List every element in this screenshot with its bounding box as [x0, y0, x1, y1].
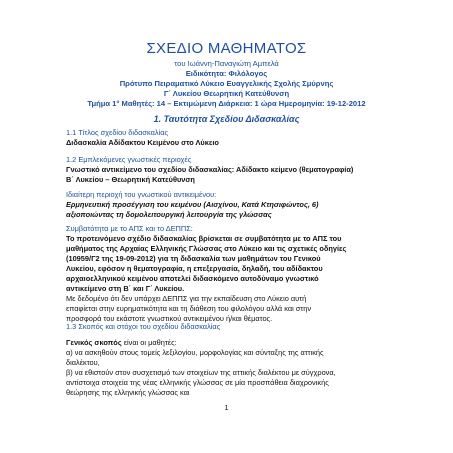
text-line: β) να εθιστούν στον συσχετισμό των στοιχείων της αττικής διαλέκτου με σύγχρονα,	[66, 368, 336, 377]
document-title: ΣΧΕΔΙΟ ΜΑΘΗΜΑΤΟΣ	[146, 40, 307, 57]
text-line: Λυκείου, εφόσον η θεματογραφία, η επεξεργασία, δηλαδή, του αδίδακτου	[66, 264, 323, 273]
text-line: α) να ασκηθούν στους τομείς λεξιλογίου, μορφολογίας και σύνταξης της αττικής	[66, 348, 324, 357]
class-info-line: Τμήμα 1° Μαθητές: 14 – Εκτιμώμενη Διάρκεια: 1 ώρα Ημερομηνία: 19-12-2012	[87, 99, 366, 108]
text-line: επαφίεται στην ευρηματικότητα και τη διάθεση του φιλολόγου αλλά και στην	[66, 304, 312, 313]
subsection-1-3	[66, 322, 388, 398]
text-line: αρχαιοελληνικού κειμένου αποτελεί διδασκόμενο αυτοδύναμο γνωστικό	[66, 274, 319, 283]
text-line: προσφορά του εκάστοτε γνωστικού αντικειμένου ή/και θέματος.	[66, 314, 273, 323]
subsection-1-1	[66, 128, 388, 148]
subject-line: Γνωστικό αντικείμενο του σχεδίου διδασκαλίας: Αδίδακτο κείμενο (θεματογραφία)	[66, 165, 354, 174]
focus-line-2: αξιοποιώντας τη δομολειτουργική λειτουργία της γλώσσας	[66, 210, 272, 219]
compatibility-heading: Συμβατότητα με το ΑΠΣ και το ΔΕΠΠΣ:	[66, 224, 193, 233]
text-line: θεώρησης της ελληνικής γλώσσας και	[66, 388, 190, 397]
compatibility-section	[66, 224, 388, 324]
text-line: (10959/Γ2 της 19-09-2012) για τη διδασκαλία των μαθημάτων του Γενικού	[66, 254, 321, 263]
subsection-heading: 1.1 Τίτλος σχεδίου διδασκαλίας	[66, 128, 169, 137]
goal-intro	[66, 338, 388, 348]
text-line: διαλέκτου,	[66, 358, 100, 367]
subsection-heading: 1.3 Σκοπός και στόχοι του σχεδίου διδασκαλίας	[66, 322, 221, 331]
subject-line-2: Β΄ Λυκείου – Θεωρητική Κατεύθυνση	[66, 175, 195, 184]
specialty-line: Ειδικότητα: Φιλόλογος	[185, 69, 268, 78]
subsection-1-2	[66, 155, 388, 185]
goal-label: Γενικός σκοπός	[66, 338, 122, 347]
section-heading: 1. Ταυτότητα Σχεδίου Διδασκαλίας	[153, 114, 300, 124]
focus-area	[66, 190, 388, 220]
text-line: Το προτεινόμενο σχέδιο διδασκαλίας βρίσκεται σε συμβατότητα με το ΑΠΣ του	[66, 234, 342, 243]
school-line: Πρότυπο Πειραματικό Λύκειο Ευαγγελικής Σχολής Σμύρνης	[119, 79, 334, 88]
compat-paragraph-1	[66, 234, 388, 294]
page-number: 1	[224, 403, 229, 412]
text-line: Με δεδομένο ότι δεν υπάρχει ΔΕΠΠΣ για την εκπαίδευση στο Λύκειο αυτή	[66, 294, 307, 303]
subsection-heading: 1.2 Εμπλεκόμενες γνωστικές περιοχές	[66, 155, 192, 164]
grade-line: Γ΄ Λυκείου Θεωρητική Κατεύθυνση	[163, 89, 290, 98]
text-line: αντικείμενο στη Β΄ και Γ΄ Λυκείου.	[66, 284, 185, 293]
focus-heading: Ιδιαίτερη περιοχή του γνωστικού αντικειμένου:	[66, 190, 217, 199]
text-line: μαθήματος της Αρχαίας Ελληνικής Γλώσσας στο Λύκειο και τις σχετικές οδηγίες	[66, 244, 347, 253]
author-line: του Ιωάννη-Παναγιώτη Αμπελά	[174, 59, 279, 68]
compat-paragraph-2	[66, 294, 388, 324]
text-line: αντίστοιχα στοιχεία της νέας ελληνικής γλώσσας σε μία προσπάθεια διαχρονικής	[66, 378, 329, 387]
focus-line-1: Ερμηνευτική προσέγγιση του κειμένου (Αισχίνου, Κατά Κτησιφώντος, 6)	[66, 200, 319, 209]
lesson-title-text: Διδασκαλία Αδίδακτου Κειμένου στο Λύκειο	[66, 138, 219, 147]
goal-rest: είναι οι μαθητές:	[121, 338, 177, 347]
